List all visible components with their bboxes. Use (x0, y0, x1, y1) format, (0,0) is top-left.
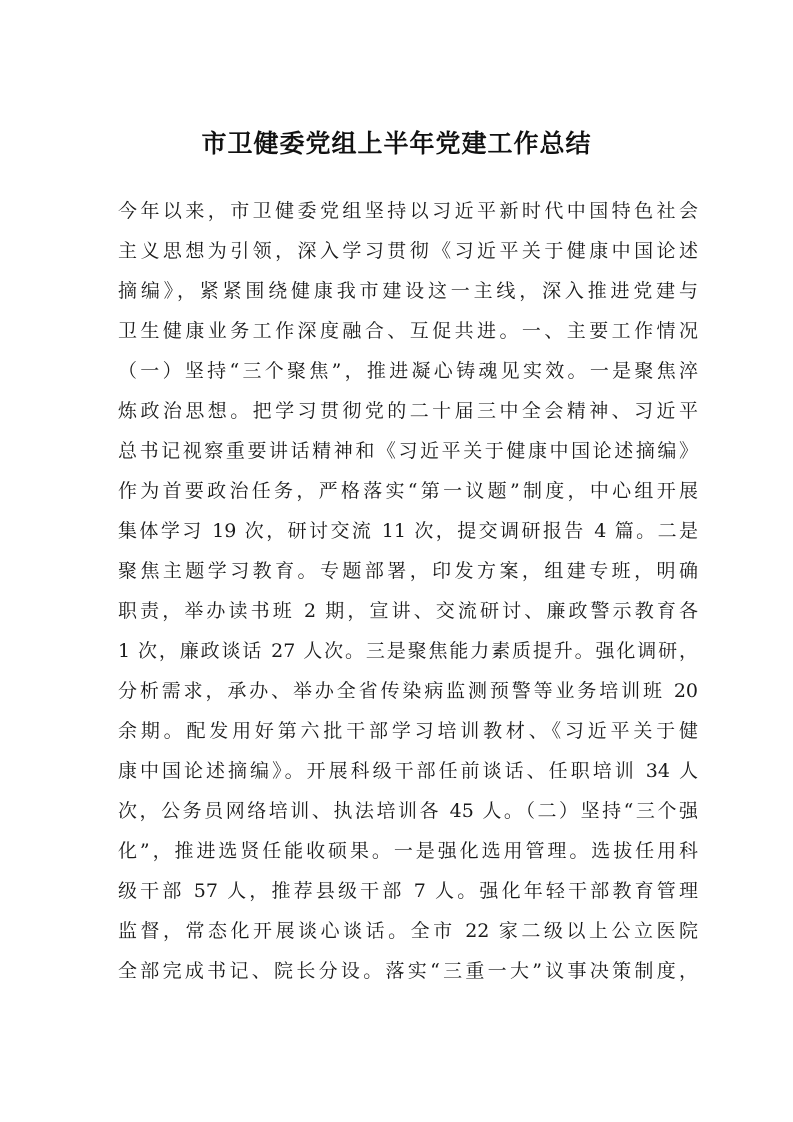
body-line: 1 次，廉政谈话 27 人次。三是聚焦能力素质提升。强化调研， (118, 640, 698, 662)
body-line: 级干部 57 人，推荐县级干部 7 人。强化年轻干部教育管理 (118, 880, 698, 902)
document-title: 市卫健委党组上半年党建工作总结 (201, 129, 592, 158)
body-line: （一）坚持“三个聚焦”，推进凝心铸魂见实效。一是聚焦淬 (118, 360, 698, 382)
body-line: 聚焦主题学习教育。专题部署，印发方案，组建专班，明确 (118, 560, 698, 582)
body-line: 主义思想为引领，深入学习贯彻《习近平关于健康中国论述 (118, 240, 698, 262)
body-line: 全部完成书记、院长分设。落实“三重一大”议事决策制度， (118, 960, 698, 982)
body-line: 摘编》，紧紧围绕健康我市建设这一主线，深入推进党建与 (118, 280, 698, 302)
body-line: 今年以来，市卫健委党组坚持以习近平新时代中国特色社会 (118, 200, 698, 222)
body-line: 作为首要政治任务，严格落实“第一议题”制度，中心组开展 (118, 480, 698, 502)
body-line: 集体学习 19 次，研讨交流 11 次，提交调研报告 4 篇。二是 (118, 520, 698, 542)
body-line: 余期。配发用好第六批干部学习培训教材、《习近平关于健 (118, 720, 698, 742)
body-line: 卫生健康业务工作深度融合、互促共进。一、主要工作情况 (118, 320, 698, 342)
body-line: 次，公务员网络培训、执法培训各 45 人。（二）坚持“三个强 (118, 800, 698, 822)
body-line: 总书记视察重要讲话精神和《习近平关于健康中国论述摘编》 (118, 440, 698, 462)
body-line: 职责，举办读书班 2 期，宣讲、交流研讨、廉政警示教育各 (118, 600, 698, 622)
body-line: 化”，推进选贤任能收硕果。一是强化选用管理。选拔任用科 (118, 840, 698, 862)
body-line: 监督，常态化开展谈心谈话。全市 22 家二级以上公立医院 (118, 920, 698, 942)
body-line: 康中国论述摘编》。开展科级干部任前谈话、任职培训 34 人 (118, 760, 698, 782)
body-line: 分析需求，承办、举办全省传染病监测预警等业务培训班 20 (118, 680, 698, 702)
body-line: 炼政治思想。把学习贯彻党的二十届三中全会精神、习近平 (118, 400, 698, 422)
